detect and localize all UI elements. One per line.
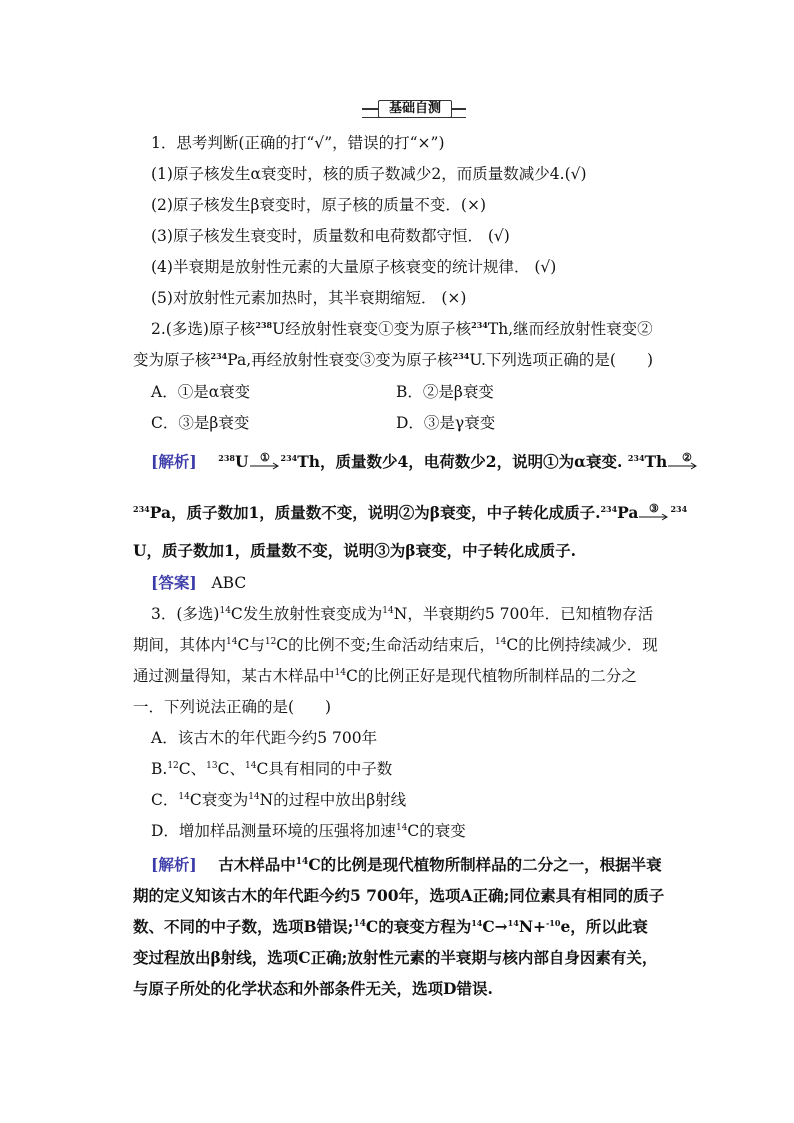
q3-l2a: 期间，其体内 [133, 636, 227, 654]
q3-oc-sup14b: 14 [248, 791, 260, 802]
q3-analysis-line4: 变过程放出β射线，选项C正确;放射性元素的半衰期与核内部自身因素有关， [133, 948, 658, 967]
q2-line2-a: 变为原子核 [133, 351, 211, 369]
q2-line2-c: U.下列选项正确的是( ) [469, 351, 653, 369]
q2-an-sup-234a: 234 [280, 452, 298, 463]
q3-option-b [151, 759, 392, 779]
q3-option-c [151, 790, 406, 810]
q2-stem-c: Th,继而经放射性衰变② [487, 320, 653, 338]
q2-answer-value: ABC [211, 574, 247, 592]
q3-analysis-line1 [151, 855, 662, 875]
q3-l1b: C发生放射性衰变成为 [230, 605, 383, 623]
q3-ob-c: C、 [217, 760, 245, 778]
q1-item-4: (4)半衰期是放射性元素的大量原子核衰变的统计规律． (√) [151, 258, 557, 276]
q2-analysis-tag: [解析] [151, 452, 197, 471]
q2-answer [151, 573, 246, 593]
q2-an-u: U [234, 452, 249, 471]
q3-oc-sup14a: 14 [178, 791, 190, 802]
q3-l2c: C的比例不变;生命活动结束后， [276, 636, 495, 654]
q3-l3b: C的比例正好是现代植物所制样品的二分之 [345, 667, 637, 685]
q2-sup-u234: 234 [452, 350, 470, 361]
q1-stem: 1．思考判断(正确的打“√”，错误的打“×”) [151, 134, 445, 152]
q3-an3c: C→ [482, 917, 508, 936]
q2-an-pa2: Pa [617, 503, 639, 522]
q3-stem-line4: 一．下列说法正确的是( ) [133, 698, 332, 716]
q2-option-d: D．③是γ衰变 [396, 414, 496, 432]
header-rule-left [362, 108, 378, 110]
arrow-1-icon [250, 452, 280, 470]
q3-ob-sup13: 13 [206, 760, 218, 771]
q3-oc-c: N的过程中放出β射线 [259, 791, 407, 809]
header-underline [362, 117, 466, 118]
q3-sup14b: 14 [382, 605, 394, 616]
q3-an3d: N+ [518, 917, 546, 936]
q3-od-b: C的衰变 [407, 822, 466, 840]
q2-stem-b: U经放射性衰变①变为原子核 [272, 320, 472, 338]
q3-an3-sup14c: 14 [507, 917, 519, 928]
q3-l3a: 通过测量得知，某古木样品中 [133, 667, 335, 685]
q2-sup-th234: 234 [471, 319, 488, 330]
q3-l2b: C与 [237, 636, 265, 654]
q2-sup-u238: 238 [255, 319, 273, 330]
arrow-3-icon [639, 503, 669, 521]
q3-an3-sup0: 0 [554, 917, 561, 928]
q3-an3a: 数、不同的中子数，选项B错误; [133, 917, 354, 936]
q3-an3-sub-m1: -1 [545, 917, 555, 928]
q3-an1b: C的比例是现代植物所制样品的二分之一，根据半衰 [308, 855, 662, 874]
q3-l1a: 3．(多选) [151, 605, 220, 623]
q3-option-d [151, 821, 466, 841]
q2-an-sup-238: 238 [218, 452, 235, 463]
q3-analysis-line5: 与原子所处的化学状态和外部条件无关，选项D错误. [133, 979, 493, 998]
q3-ob-sup12: 12 [167, 760, 179, 771]
section-header [362, 100, 466, 118]
q3-oc-b: C衰变为 [189, 791, 249, 809]
q3-oc-a: C． [151, 791, 179, 809]
q2-analysis-line3: U，质子数加1，质量数不变，说明③为β衰变，中子转化成质子. [133, 541, 576, 560]
q3-sup12a: 12 [264, 636, 277, 647]
q2-analysis-line2 [133, 503, 687, 523]
q2-stem-line1 [151, 319, 653, 339]
q2-an-sup-234c: 234 [133, 503, 150, 514]
q3-ob-a: B. [151, 760, 168, 778]
q1-item-3: (3)原子核发生衰变时，质量数和电荷数都守恒． (√) [151, 227, 510, 245]
q2-an-sup-234b: 234 [627, 452, 645, 463]
q2-line2-b: Pa,再经放射性衰变③变为原子核 [227, 351, 453, 369]
q3-an1a: 古木样品中 [218, 855, 296, 874]
q3-od-a: D．增加样品测量环境的压强将加速 [151, 822, 396, 840]
section-title: 基础自测 [378, 100, 452, 118]
q3-an3b: C的衰变方程为 [365, 917, 472, 936]
q3-an3-sup14a: 14 [353, 918, 366, 929]
q2-stem-a: 2.(多选)原子核 [151, 320, 256, 338]
q2-stem-line2 [133, 350, 653, 370]
q3-ob-d: C具有相同的中子数 [256, 760, 393, 778]
header-rule-right [450, 108, 466, 110]
q3-stem-line3 [133, 666, 637, 686]
q3-analysis-line3 [133, 917, 648, 937]
q3-stem-line2 [133, 635, 658, 655]
arrow-2-label: ② [682, 452, 693, 464]
arrow-1-label: ① [259, 452, 270, 464]
q2-analysis-line1 [151, 452, 699, 472]
q1-item-2: (2)原子核发生β衰变时，原子核的质量不变．(×) [151, 196, 486, 214]
q2-sup-pa234: 234 [210, 350, 228, 361]
arrow-2-icon [668, 452, 698, 470]
q3-l2d: C的比例持续减少．现 [506, 636, 658, 654]
q2-an-sup-234e: 234 [670, 503, 688, 514]
q2-option-b: B．②是β衰变 [396, 383, 494, 401]
q2-an-th2: Th [644, 452, 668, 471]
q3-stem-line1 [151, 604, 653, 624]
q2-an-th: Th，质量数少4，电荷数少2，说明①为α衰变. [297, 452, 623, 471]
q2-an-sup-234d: 234 [600, 503, 618, 514]
q2-an-pa: Pa，质子数加1，质量数不变，说明②为β衰变，中子转化成质子. [149, 503, 601, 522]
q3-analysis-tag: [解析] [151, 855, 197, 874]
q3-sup14d: 14 [494, 636, 507, 647]
q2-option-a: A．①是α衰变 [151, 383, 251, 401]
q3-l1c: N，半衰期约5 700年．已知植物存活 [393, 605, 654, 623]
q2-answer-tag: [答案] [151, 573, 197, 592]
q3-ob-sup14: 14 [244, 760, 257, 771]
q3-an1-sup14: 14 [295, 856, 309, 867]
arrow-3-label: ③ [649, 503, 660, 515]
q3-ob-b: C、 [178, 760, 207, 778]
q3-sup14a: 14 [219, 605, 231, 616]
q3-option-a: A．该古木的年代距今约5 700年 [151, 729, 378, 747]
q1-item-1: (1)原子核发生α衰变时，核的质子数减少2，而质量数减少4.(√) [151, 165, 587, 183]
q3-od-sup14: 14 [395, 822, 408, 833]
q3-an3e: e，所以此衰 [560, 917, 648, 936]
q3-analysis-line2: 期的定义知该古木的年代距今约5 700年，选项A正确;同位素具有相同的质子 [133, 886, 665, 905]
q3-sup14c: 14 [226, 636, 238, 647]
q2-option-c: C．③是β衰变 [151, 414, 250, 432]
q1-item-5: (5)对放射性元素加热时，其半衰期缩短． (×) [151, 289, 467, 307]
q3-sup14e: 14 [334, 667, 346, 678]
q3-an3-sup14b: 14 [471, 917, 483, 928]
